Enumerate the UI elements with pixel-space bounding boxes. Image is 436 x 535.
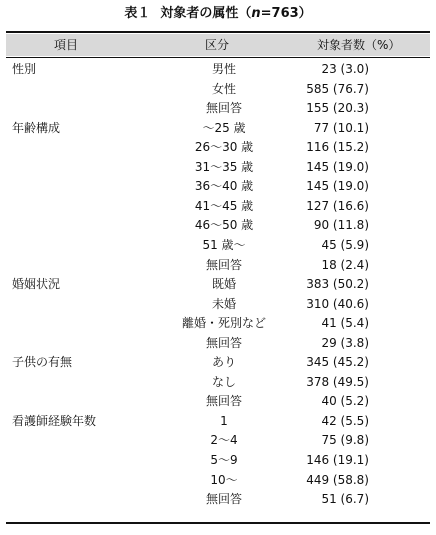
row-category: 51 歳～ xyxy=(202,237,246,252)
row-item-label: 年齢構成 xyxy=(12,120,61,135)
row-category: 26～30 歳 xyxy=(194,140,254,155)
row-count: 116 (15.2) xyxy=(306,140,369,155)
row-item-label: 性別 xyxy=(12,62,37,76)
row-category: 無回答 xyxy=(205,101,242,116)
row-category: 離婚・死別など xyxy=(181,316,266,331)
row-category: 無回答 xyxy=(205,394,242,409)
row-count: 75 (9.8) xyxy=(321,433,369,448)
caption-close: ） xyxy=(298,6,312,21)
row-category: 10～ xyxy=(210,472,238,487)
row-category: 既婚 xyxy=(211,277,236,292)
row-count: 145 (19.0) xyxy=(306,179,369,194)
header-item: 項目 xyxy=(54,38,79,52)
row-category: 男性 xyxy=(211,62,236,76)
bottom-rule xyxy=(6,522,430,524)
row-category: 無回答 xyxy=(205,257,242,272)
row-category: 1 xyxy=(220,413,228,428)
row-category: 36～40 歳 xyxy=(194,179,254,194)
caption-prefix: 表１ xyxy=(124,6,151,21)
row-count: 41 (5.4) xyxy=(321,316,369,331)
row-count: 127 (16.6) xyxy=(306,198,369,213)
row-item-label: 看護師経験年数 xyxy=(12,413,97,428)
caption-n-symbol: n xyxy=(251,6,261,21)
row-category: 未婚 xyxy=(211,296,236,311)
row-category: あり xyxy=(211,355,236,370)
row-category: 5～9 xyxy=(210,453,238,467)
row-count: 40 (5.2) xyxy=(321,394,369,409)
row-count: 155 (20.3) xyxy=(306,101,369,116)
row-count: 378 (49.5) xyxy=(306,374,369,389)
row-category: なし xyxy=(211,374,236,389)
row-count: 42 (5.5) xyxy=(321,413,369,428)
row-count: 45 (5.9) xyxy=(321,237,369,252)
row-count: 29 (3.8) xyxy=(321,335,369,350)
row-item-label: 婚姻状況 xyxy=(12,277,61,292)
row-count: 146 (19.1) xyxy=(306,453,369,467)
row-count: 585 (76.7) xyxy=(306,81,369,96)
row-category: 31～35 歳 xyxy=(194,159,254,174)
row-category: 41～45 歳 xyxy=(194,198,254,213)
header-count: 対象者数（%） xyxy=(317,38,401,52)
caption-n-value: =763 xyxy=(260,6,299,21)
row-count: 345 (45.2) xyxy=(306,355,369,370)
row-count: 23 (3.0) xyxy=(321,62,369,76)
row-item-label: 子供の有無 xyxy=(12,355,73,370)
row-category: 2～4 xyxy=(210,433,238,448)
row-count: 383 (50.2) xyxy=(306,277,369,292)
row-count: 51 (6.7) xyxy=(321,492,369,507)
row-count: 449 (58.8) xyxy=(306,472,369,487)
row-count: 145 (19.0) xyxy=(306,159,369,174)
row-count: 90 (11.8) xyxy=(313,218,369,233)
row-category: ～25 歳 xyxy=(202,120,246,135)
header-category: 区分 xyxy=(205,38,230,52)
row-category: 46～50 歳 xyxy=(194,218,254,233)
row-category: 無回答 xyxy=(205,335,242,350)
row-count: 310 (40.6) xyxy=(306,296,369,311)
row-count: 18 (2.4) xyxy=(321,257,369,272)
caption-main: 対象者の属性（ xyxy=(160,6,252,21)
row-category: 無回答 xyxy=(205,492,242,507)
row-count: 77 (10.1) xyxy=(313,120,369,135)
row-category: 女性 xyxy=(211,81,236,96)
